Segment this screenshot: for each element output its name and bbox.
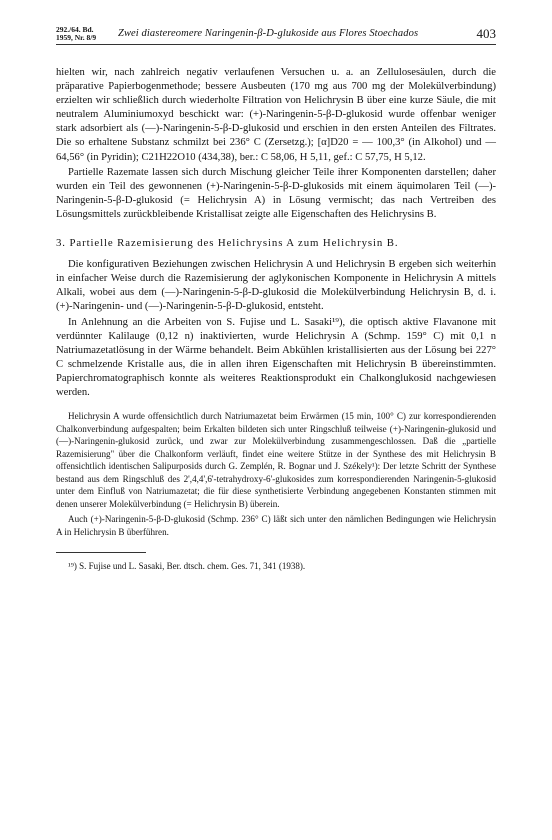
volume-info <box>56 26 96 42</box>
volume-line-2: 1959, Nr. 8/9 <box>56 33 97 42</box>
paragraph-2: Partielle Razemate lassen sich durch Mischung gleicher Teile ihrer Komponenten darstellen; daher wurden ein Teil des gewonnenen (+)-Naringenin-5-β-D-glukosids mit einem äquimolaren Teil (—)-Naringenin-5-β-D-glukosid (= Helichrysin A) in Lösung vermischt; das nach Vertreiben des Lösungsmittels zurückbleibende Kristallisat zeigte alle Eigenschaften des Helichrysins B. <box>56 166 496 220</box>
footnote: ¹⁹) S. Fujise und L. Sasaki, Ber. dtsch. chem. Ges. 71, 341 (1938). <box>68 561 306 572</box>
body-text <box>56 66 496 400</box>
section-paragraph-2: In Anlehnung an die Arbeiten von S. Fujise und L. Sasaki¹⁹), die optisch aktive Flavanone mit verdünnter Kalilauge (0,12 n) inaktivierten, wurde Helichrysin A (Schmp. 159° C) mit 0,1 n Natriumazetatlösung in der Wärme behandelt. Beim Abkühlen kristallisierten aus der Lösung bei 227° C schmelzende Kristalle aus, die in allen ihren Eigenschaften mit Helichrysin B übereinstimmten. Papierchromatographisch konnte als weiteres Reaktionsprodukt ein Chalkonglukosid nachgewiesen werden. <box>56 316 496 398</box>
page-number: 403 <box>476 26 496 41</box>
header-rule <box>56 44 496 45</box>
footnote-rule <box>56 552 146 553</box>
section-paragraph-1: Die konfigurativen Beziehungen zwischen Helichrysin A und Helichrysin B ergeben sich weiterhin in einfacher Weise durch die Razemisierung der aglykonischen Komponente in Helichrysin A mittels Alkali, wobei aus dem (—)-Naringenin-5-β-D-glukosid die Molekülverbindung Helichrysin B, d. i. (+)-Naringenin- und (—)-Naringenin-5-β-D-glukosid, entsteht. <box>56 259 496 313</box>
volume-line-1: 292./64. Bd. <box>56 25 94 34</box>
small-paragraph-1: Helichrysin A wurde offensichtlich durch Natriumazetat beim Erwärmen (15 min, 100° C) zur korrespondierenden Chalkonverbindung aufgespalten; beim Erkalten bildeten sich unter Ringschluß teilweise (+)-Naringenin-glukosid und (—)-Naringenin-glukosid zurück, und zwar zur Molekülverbindung zusammengeschlossen. Daß die „partielle Razemisierung" über die Chalkonform verläuft, findet eine weitere Stütze in der Synthese des mit Helichrysin B offensichtlich identischen Salipurposids durch G. Zemplén, R. Bognar und J. Székely¹): Der letzte Schritt der Synthese bestand aus dem Ringschluß des 2',4,4',6'-tetrahydroxy-6'-glukosides zum korrespondierenden Naringenin-5-glukosid unter dem Einfluß von Natriumazetat; die für diese synthetisierte Verbindung angegebenen Konstanten stimmen mit denen unserer Molekülverbindung (= Helichrysin B) überein. <box>56 411 496 509</box>
journal-page <box>56 22 496 572</box>
running-title: Zwei diastereomere Naringenin-β-D-glukoside aus Flores Stoechados <box>118 28 419 39</box>
small-paragraph-2: Auch (+)-Naringenin-5-β-D-glukosid (Schmp. 236° C) läßt sich unter den nämlichen Bedingungen wie Helichrysin A in Helichrysin B überführen. <box>56 514 496 537</box>
page-header <box>56 22 496 50</box>
small-print-block <box>56 410 496 538</box>
section-heading: 3. Partielle Razemisierung des Helichrysins A zum Helichrysin B. <box>56 237 399 250</box>
paragraph-1: hielten wir, nach zahlreich negativ verlaufenen Versuchen u. a. an Zellulosesäulen, durch die präparative Papierbogenmethode; bessere Ausbeuten (170 mg aus 700 mg der Molekülverbindung) erzielten wir schließlich durch wiederholte Filtration von Helichrysin B über eine kurze Säule, die mit neutralem Aluminiumoxyd beschickt war: (+)-Naringenin-5-β-D-glukosid wurde offenbar weniger stark adsorbiert als (—)-Naringenin-5-β-D-glukosid und erschien in den ersten Anteilen des Filtrates. Die so erhaltene Substanz schmilzt bei 236° C (Zersetzg.); [α]D20 = — 100,3° (in Alkohol) und — 64,56° (in Pyridin); C21H22O10 (434,38), ber.: C 58,06, H 5,11, gef.: C 57,75, H 5,12. <box>56 67 496 163</box>
